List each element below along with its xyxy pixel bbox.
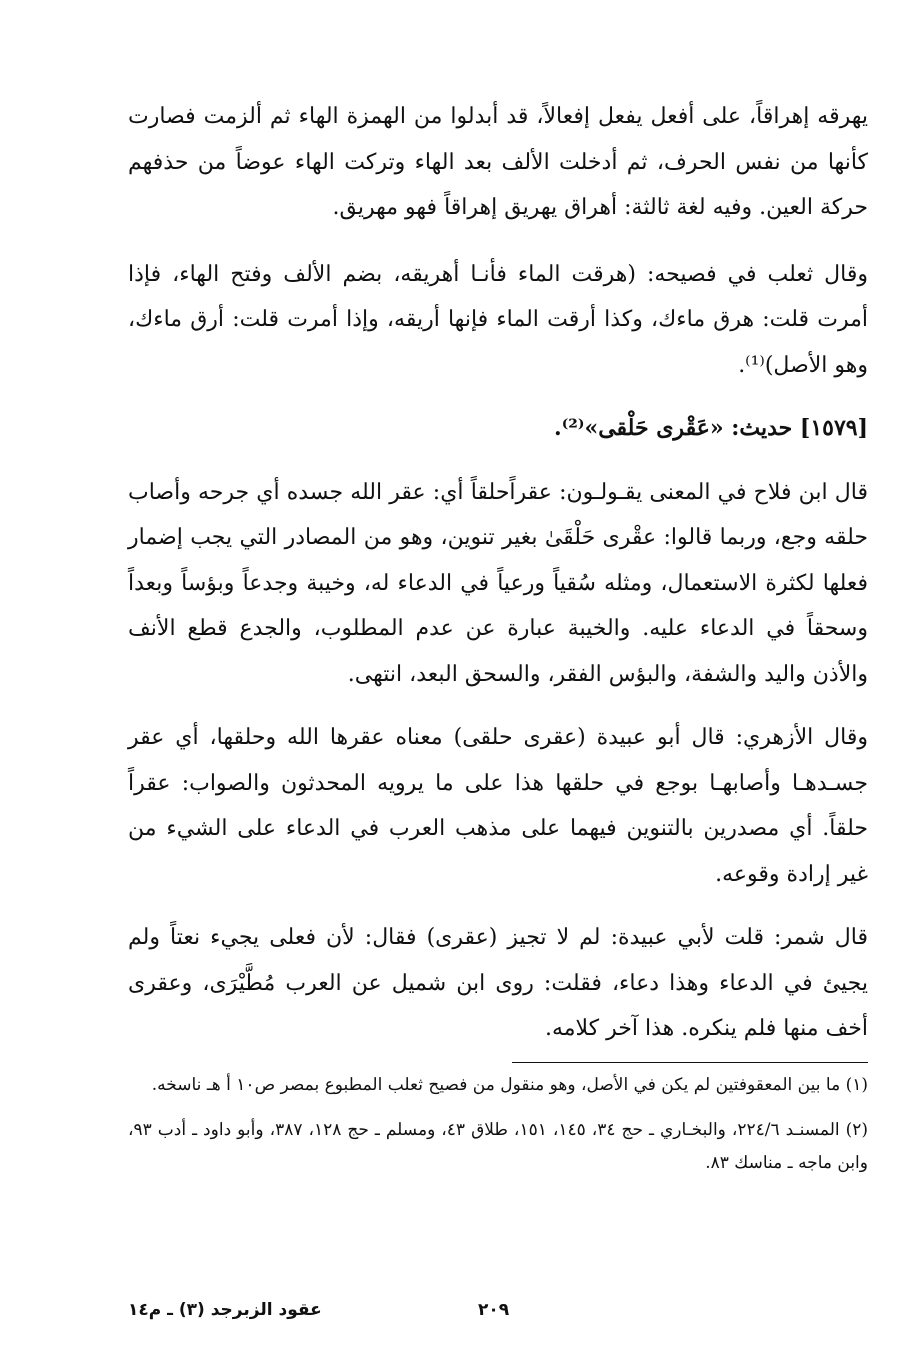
footnote-divider: [512, 1062, 868, 1063]
footnote-2: (٢) المسنـد ٢٢٤/٦، والبخـاري ـ حج ٣٤، ١٤٥، ١٥١، طلاق ٤٣، ومسلم ـ حج ١٢٨، ٣٨٧، وأبو داود ـ أدب ٩٣، وابن ماجه ـ مناسك ٨٣.: [128, 1119, 869, 1173]
page-footer: [128, 1300, 868, 1330]
page-number: ٢٠٩: [478, 1300, 510, 1320]
paragraph-4: قال ابن فلاح في المعنى يقـولـون: عقراًحلقاً أي: عقر الله جسده أي جرحه وأصاب حلقه وجع، وربما قالوا: عقْرى حَلْقَىٰ بغير تنوين، وهو من المصادر التي يجب إضمار فعلها لكثرة الاستعمال، ومثله سُقياً ورعياً في الدعاء له، وخيبة وجدعاً وبؤساً وبعداً وسحقاً في الدعاء عليه. والخيبة عبارة عن عدم المطلوب، والجدع قطع الأنف والأذن واليد والشفة، والبؤس الفقر، والسحق البعد، انتهى.: [128, 479, 868, 687]
hadith-heading: [١٥٧٩] حديث: «عَقْرى حَلْقى»⁽²⁾.: [554, 415, 868, 441]
paragraph-6: قال شمر: قلت لأبي عبيدة: لم لا تجيز (عقرى) فقال: لأن فعلى يجيء نعتاً ولم يجيئ في الدعاء وهذا دعاء، فقلت: روى ابن شميل عن العرب مُطَّيْرَى، وعقرى أخف منها فلم ينكره. هذا آخر كلامه.: [128, 925, 868, 1041]
page-body: [128, 94, 868, 1192]
book-signature: عقود الزبرجد (٣) ـ م١٤: [128, 1300, 322, 1320]
footnote-1: (١) ما بين المعقوفتين لم يكن في الأصل، وهو منقول من فصيح ثعلب المطبوع بمصر ص١٠ أ هـ ناسخه.: [151, 1074, 868, 1095]
paragraph-2: وقال ثعلب في فصيحه: (هرقت الماء فأنـا أهريقه، بضم الألف وفتح الهاء، فإذا أمرت قلت: هرق ماءك، وكذا أرقت الماء فإنها أريقه، وإذا أمرت قلت: أرق ماءك، وهو الأصل)⁽¹⁾.: [128, 261, 868, 378]
paragraph-5: وقال الأزهري: قال أبو عبيدة (عقرى حلقى) معناه عقرها الله وحلقها، أي عقر جسـدهـا وأصابهـا بوجع في حلقها هذا على ما يرويه المحدثون والصواب: عقراً حلقاً. أي مصدرين بالتنوين فيهما على مذهب العرب في الدعاء على الشيء من غير إرادة وقوعه.: [128, 725, 868, 887]
paragraph-1: يهرقه إهراقاً، على أفعل يفعل إفعالاً، قد أبدلوا من الهمزة الهاء ثم ألزمت فصارت كأنها من نفس الحرف، ثم أدخلت الألف بعد الهاء وتركت الهاء عوضاً من حذفهم حركة العين. وفيه لغة ثالثة: أهراق يهريق إهراقاً فهو مهريق.: [128, 104, 868, 220]
